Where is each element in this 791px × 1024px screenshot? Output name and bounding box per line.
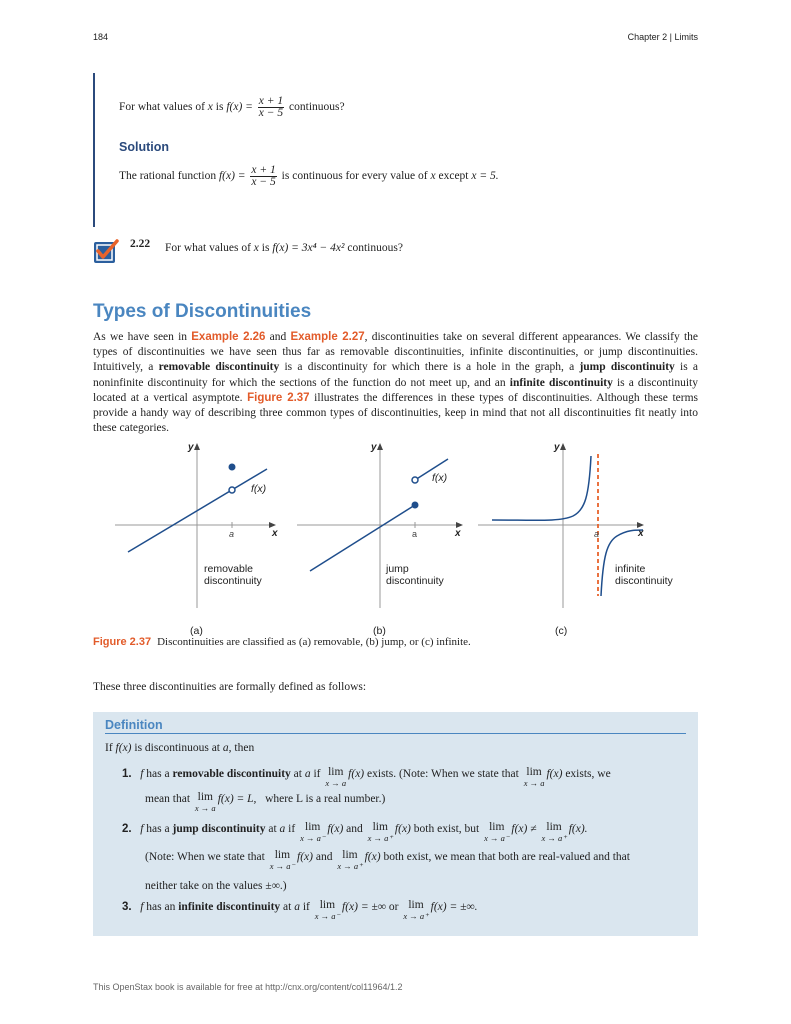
panel-b <box>297 442 462 636</box>
panel-label: (a) <box>190 625 203 636</box>
figure-2-37 <box>110 436 700 636</box>
solution-text <box>119 165 499 188</box>
function-left-segment <box>310 505 418 571</box>
term-jump: jump discontinuity <box>172 823 266 835</box>
term-removable: removable discontinuity <box>172 768 291 780</box>
lim-sub: x → a⁻ <box>269 861 295 871</box>
lim-sub: x → a⁺ <box>337 861 363 871</box>
key-term: jump discontinuity <box>579 361 675 374</box>
text-run: and <box>265 331 291 343</box>
caption-line1: infinite <box>615 563 646 575</box>
lim-sub: x → a <box>523 778 545 788</box>
y-axis-label: y <box>371 442 377 453</box>
math-fx: f(x) <box>546 768 563 780</box>
caption-line2: discontinuity <box>386 575 444 587</box>
text: or <box>388 901 399 913</box>
tick-label-a: a <box>229 529 235 539</box>
item-number: 1. <box>122 768 132 780</box>
x-axis-label: x <box>638 528 644 539</box>
curve-left-branch <box>492 456 591 520</box>
y-axis-label: y <box>188 442 194 453</box>
key-term: infinite discontinuity <box>509 376 613 389</box>
lim-sub: x → a <box>325 778 347 788</box>
panel-a <box>115 442 278 636</box>
math-fx: f(x) <box>364 851 381 863</box>
figure-caption <box>93 636 471 648</box>
fraction-numerator: x + 1 <box>258 95 284 107</box>
definition-item-1-line2 <box>145 792 385 814</box>
lim-sub: x → a⁺ <box>403 911 429 921</box>
text: (Note: When we state that <box>145 851 265 863</box>
text: if <box>288 823 296 835</box>
text: except <box>438 170 469 183</box>
definition-item-2-line3: neither take on the values ±∞.) <box>145 880 287 892</box>
checkpoint-question <box>165 241 403 256</box>
math-fx: f(x) <box>394 823 411 835</box>
footer-note: This OpenStax book is available for free at http://cnx.org/content/col11964/1.2 <box>93 982 403 992</box>
lim-sub: x → a⁻ <box>484 833 510 843</box>
lim-sub: x → a⁺ <box>541 833 567 843</box>
lim-sub: x → a⁻ <box>314 911 341 921</box>
tick-label-a: a <box>594 529 600 539</box>
text: at <box>268 823 277 835</box>
figure-caption-text: Discontinuities are classified as (a) removable, (b) jump, or (c) infinite. <box>157 636 471 648</box>
lim-word: lim <box>342 849 358 861</box>
text-run: is a discontinuity located at a vertical asymptote. <box>93 376 698 404</box>
text: exists. (Note: When we state that <box>367 768 519 780</box>
math-f: f <box>140 901 144 913</box>
text: both exist, we mean that both are real-valued and that <box>383 851 630 863</box>
fraction-denominator: x − 5 <box>258 107 284 119</box>
fraction-numerator: x + 1 <box>251 164 276 176</box>
math-fx: f(x) <box>327 823 344 835</box>
text: has a <box>146 823 170 835</box>
math-a: a <box>222 742 229 754</box>
caption-line2: discontinuity <box>204 575 262 587</box>
math-var: x <box>430 170 436 183</box>
math-eq: f(x) = ±∞. <box>430 901 478 913</box>
text-run: is a discontinuity for which there is a hole in the graph, a <box>279 361 580 374</box>
lim-word: lim <box>319 899 336 911</box>
math-formula: f(x) = 3x⁴ − 4x² <box>272 242 345 254</box>
lim-word: lim <box>274 849 291 861</box>
math-fx: f(x) = <box>218 170 246 183</box>
text: has a <box>146 768 170 780</box>
section-title: Types of Discontinuities <box>93 301 312 322</box>
checkbox-check-icon <box>93 238 119 264</box>
text: The rational function <box>119 170 217 183</box>
lim-word: lim <box>546 821 562 833</box>
limit-left <box>270 850 295 872</box>
lim-sub: x → a <box>194 803 216 813</box>
math-a: a <box>279 823 286 835</box>
lim-word: lim <box>197 791 213 803</box>
cross-reference-link[interactable]: Example 2.27 <box>290 331 365 343</box>
text-run: is a noninfinite discontinuity for which the sections of the function do not meet up, and an <box>93 361 699 389</box>
caption-line1: jump <box>386 563 409 575</box>
panel-label: (b) <box>373 625 386 636</box>
math-fx: f(x) <box>115 742 132 754</box>
limit-left <box>315 900 340 922</box>
limit-right <box>403 900 428 922</box>
text: is <box>261 242 270 254</box>
example-sidebar-rule <box>93 73 95 227</box>
fraction <box>258 96 284 119</box>
text: where L is a real number.) <box>265 793 386 805</box>
y-axis-label: y <box>554 442 560 453</box>
math-f: f <box>140 823 144 835</box>
math-f: f <box>140 768 144 780</box>
definitions-intro: These three discontinuities are formally defined as follows: <box>93 681 367 693</box>
text: , then <box>228 742 255 754</box>
limit-right <box>337 850 362 872</box>
math-var: x <box>253 242 259 254</box>
lim-sub: x → a⁺ <box>367 833 393 843</box>
lim-word: lim <box>372 821 388 833</box>
text: at <box>293 768 302 780</box>
math-eq: f(x) = L, <box>217 793 257 805</box>
text: at <box>283 901 292 913</box>
definition-item-1 <box>122 767 611 789</box>
math-value: x = 5. <box>471 170 499 183</box>
math-neq: f(x) ≠ <box>511 823 537 835</box>
limit-left <box>484 822 509 844</box>
text-run: As we have seen in <box>93 331 192 343</box>
lim-word: lim <box>305 821 321 833</box>
definition-lead <box>105 741 254 755</box>
math-fx: f(x) = <box>226 101 253 114</box>
definition-rule <box>105 733 686 734</box>
text: if <box>313 768 321 780</box>
open-circle <box>412 477 418 483</box>
text: is discontinuous at <box>134 742 221 754</box>
limit <box>325 767 346 789</box>
body-paragraph <box>93 330 698 436</box>
checkpoint-number: 2.22 <box>130 238 151 250</box>
limit-right <box>368 822 393 844</box>
text: if <box>302 901 310 913</box>
math-fx: f(x) <box>348 768 365 780</box>
x-axis-label: x <box>272 528 278 539</box>
cross-reference-link[interactable]: Example 2.26 <box>191 331 266 343</box>
open-circle-hole <box>229 487 235 493</box>
function-label: f(x) <box>432 472 448 484</box>
term-infinite: infinite discontinuity <box>178 901 281 913</box>
lim-word: lim <box>489 821 505 833</box>
caption-line2: discontinuity <box>615 575 673 587</box>
text: and <box>346 823 363 835</box>
lim-sub: x → a⁻ <box>300 833 326 843</box>
definition-title: Definition <box>105 718 163 732</box>
filled-point <box>412 502 419 509</box>
caption-line1: removable <box>204 563 254 575</box>
panel-c <box>478 442 674 636</box>
math-eq: f(x) = ±∞ <box>342 901 387 913</box>
math-var: x <box>207 101 213 114</box>
page-number: 184 <box>93 32 109 42</box>
text: and <box>315 851 333 863</box>
text-run: , discontinuities take on several different appearances. We classify the types of discontinuities we have seen thus far as removable discontinuities, infinite discontinuities, or jump discontinuities. Intuitively, a <box>93 331 698 374</box>
text: For what values of <box>165 242 251 254</box>
fraction-denominator: x − 5 <box>251 176 276 188</box>
fraction <box>250 165 276 188</box>
example-question <box>119 96 345 119</box>
limit-left <box>300 822 325 844</box>
math-a: a <box>294 901 300 913</box>
lim-word: lim <box>526 766 542 778</box>
tick-label-a: a <box>412 529 418 539</box>
item-number: 2. <box>122 823 132 835</box>
limit <box>195 792 216 814</box>
math-a: a <box>304 768 311 780</box>
filled-point <box>229 464 236 471</box>
figure-caption-label: Figure 2.37 <box>93 636 152 648</box>
item-number: 3. <box>122 901 132 913</box>
x-axis-label: x <box>455 528 461 539</box>
text: both exist, but <box>413 823 480 835</box>
text: If <box>105 742 113 754</box>
definition-item-2 <box>122 822 588 844</box>
definition-item-3 <box>122 900 477 922</box>
cross-reference-link[interactable]: Figure 2.37 <box>247 391 310 404</box>
text: is continuous for every value of <box>281 170 428 183</box>
text: continuous? <box>289 101 345 114</box>
text: has an <box>146 901 176 913</box>
limit-right <box>541 822 566 844</box>
solution-heading: Solution <box>119 140 169 154</box>
panel-label: (c) <box>555 625 568 636</box>
lim-word: lim <box>328 766 344 778</box>
key-term: removable discontinuity <box>158 361 280 374</box>
math-fx: f(x). <box>568 823 588 835</box>
text: mean that <box>145 793 191 805</box>
lim-word: lim <box>408 899 424 911</box>
text: continuous? <box>347 242 403 254</box>
definition-item-2-line2 <box>145 850 630 872</box>
function-label: f(x) <box>251 483 267 495</box>
text: is <box>215 101 224 114</box>
math-fx: f(x) <box>297 851 313 863</box>
text-run: illustrates the differences in these types of discontinuities. Although these terms provide a handy way of describing three common types of discontinuities, keep in mind that not all discontinuities fit neatly into these categories. <box>93 391 699 435</box>
limit <box>524 767 545 789</box>
text: exists, we <box>565 768 611 780</box>
chapter-title: Chapter 2 | Limits <box>627 32 698 42</box>
text: For what values of <box>119 101 205 114</box>
